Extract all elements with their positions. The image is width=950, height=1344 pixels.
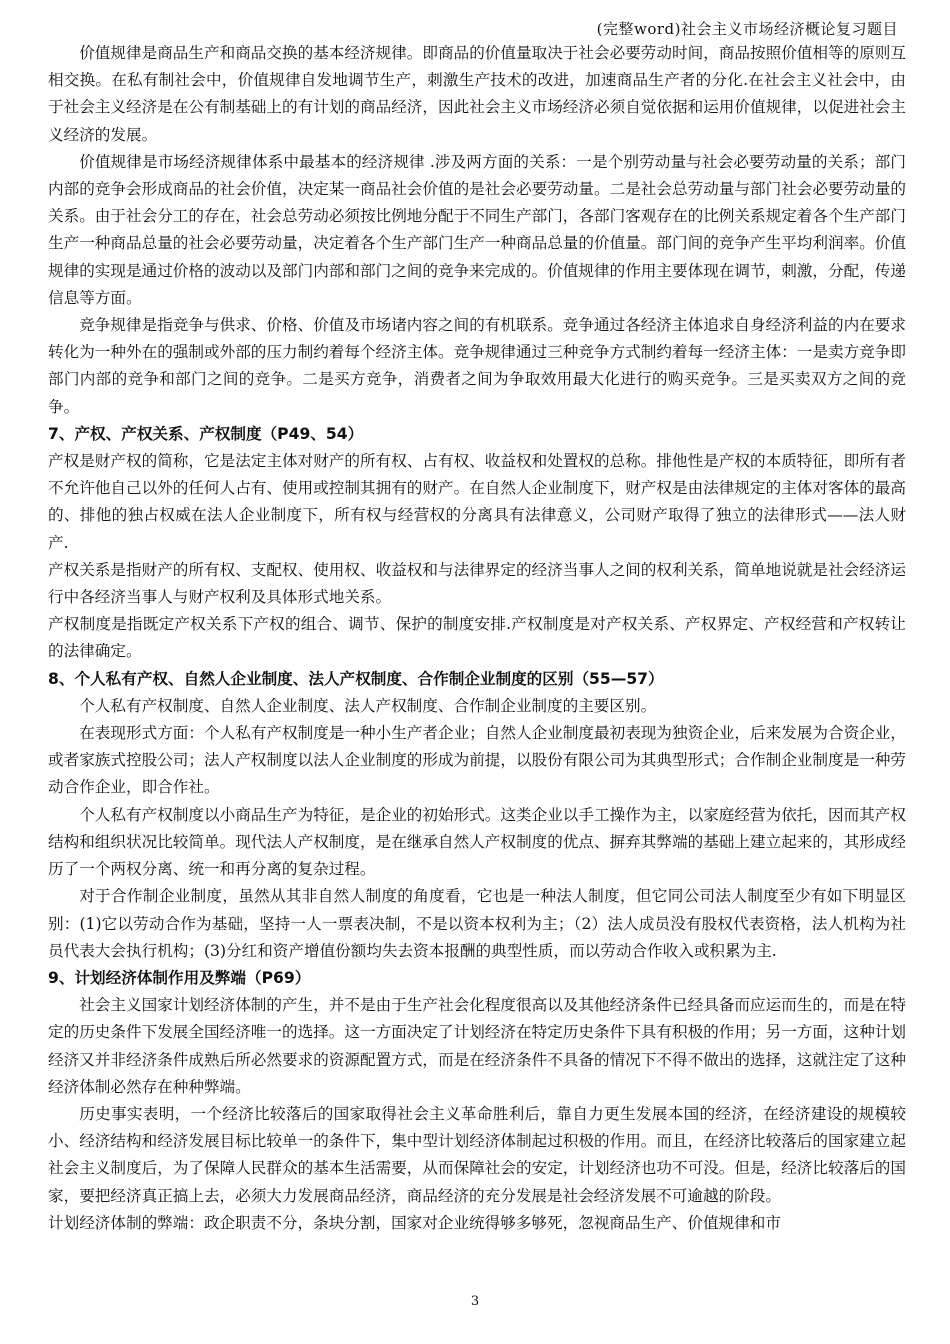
- paragraph-value-law: 价值规律是商品生产和商品交换的基本经济规律。即商品的价值量取决于社会必要劳动时间，商品按照价值相等的原则互相交换。在私有制社会中，价值规律自发地调节生产，刺激生产技术的改进，加速商品生产者的分化.在社会主义社会中，由于社会主义经济是在公有制基础上的有计划的商品经济，因此社会主义市场经济必须自觉依据和运用价值规律，以促进社会主义经济的发展。: [48, 44, 906, 144]
- section-heading-8: 8、个人私有产权、自然人企业制度、法人产权制度、合作制企业制度的区别（55—57）: [48, 669, 664, 688]
- document-header: (完整word)社会主义市场经济概论复习题目: [596, 20, 898, 38]
- paragraph-planned-economy-history: 历史事实表明，一个经济比较落后的国家取得社会主义革命胜利后，靠自力更生发展本国的经济，在经济建设的规模较小、经济结构和经济发展目标比较单一的条件下，集中型计划经济体制起过积极的作用。而且，在经济比较落后的国家建立起社会主义制度后，为了保障人民群众的基本生活需要，从而保障社会的安定，计划经济也功不可没。但是，经济比较落后的国家，要把经济真正搞上去，必须大力发展商品经济，商品经济的充分发展是社会经济发展不可逾越的阶段。: [48, 1104, 906, 1205]
- paragraph-property-right: 产权是财产权的简称，它是法定主体对财产的所有权、占有权、收益权和处置权的总称。排他性是产权的本质特征，即所有者不允许他自己以外的任何人占有、使用或控制其拥有的财产。在自然人企业制度下，财产权是由法律规定的主体对客体的最高的、排他的独占权威在法人企业制度下，所有权与经营权的分离具有法律意义，公司财产取得了独立的法律形式——法人财产.: [48, 452, 906, 552]
- paragraph-property-system: 产权制度是指既定产权关系下产权的组合、调节、保护的制度安排.产权制度是对产权关系、产权界定、产权经营和产权转让的法律确定。: [48, 615, 906, 661]
- section-heading-9: 9、计划经济体制作用及弊端（P69）: [48, 968, 311, 987]
- paragraph-competition-law: 竞争规律是指竞争与供求、价格、价值及市场诸内容之间的有机联系。竞争通过各经济主体追求自身经济利益的内在要求转化为一种外在的强制或外部的压力制约着每个经济主体。竞争规律通过三种竞争方式制约着每一经济主体：一是卖方竞争即部门内部的竞争和部门之间的竞争。二是买方竞争，消费者之间为争取效用最大化进行的购买竞争。三是买卖双方之间的竞争。: [48, 316, 906, 416]
- paragraph-cooperative: 对于合作制企业制度，虽然从其非自然人制度的角度看，它也是一种法人制度，但它同公司法人制度至少有如下明显区别：(1)它以劳动合作为基础，坚持一人一票表决制，不是以资本权利为主；（2）法人成员没有股权代表资格，法人机构为社员代表大会执行机构；(3)分红和资产增值份额均失去资本报酬的典型性质，而以劳动合作收入或积累为主.: [48, 887, 906, 960]
- paragraph-differences-intro: 个人私有产权制度、自然人企业制度、法人产权制度、合作制企业制度的主要区别。: [79, 696, 657, 715]
- paragraph-private-property: 个人私有产权制度以小商品生产为特征，是企业的初始形式。这类企业以手工操作为主，以家庭经营为依托，因而其产权结构和组织状况比较简单。现代法人产权制度，是在继承自然人产权制度的优点、摒弃其弊端的基础上建立起来的，其形成经历了一个两权分离、统一和再分离的复杂过程。: [48, 805, 906, 879]
- section-heading-7: 7、产权、产权关系、产权制度（P49、54）: [48, 424, 364, 443]
- paragraph-property-relation: 产权关系是指财产的所有权、支配权、使用权、收益权和与法律界定的经济当事人之间的权利关系，简单地说就是社会经济运行中各经济当事人与财产权利及具体形式地关系。: [48, 560, 906, 607]
- paragraph-value-law-system: 价值规律是市场经济规律体系中最基本的经济规律 .涉及两方面的关系：一是个别劳动量与社会必要劳动量的关系；部门内部的竞争会形成商品的社会价值，决定某一商品社会价值的是社会必要劳动量。二是社会总劳动量与部门社会必要劳动量的关系。由于社会分工的存在，社会总劳动必须按比例地分配于不同生产部门，各部门客观存在的比例关系规定着各个生产部门生产一种商品总量的社会必要劳动量，决定着各个生产部门生产一种商品总量的价值量。部门间的竞争产生平均利润率。价值规律的实现是通过价格的波动以及部门内部和部门之间的竞争来完成的。价值规律的作用主要体现在调节，刺激，分配，传递信息等方面。: [48, 152, 906, 307]
- paragraph-planned-economy-drawbacks: 计划经济体制的弊端：政企职责不分，条块分割，国家对企业统得够多够死，忽视商品生产、价值规律和市: [48, 1213, 781, 1232]
- document-body: [48, 40, 906, 1237]
- paragraph-forms: 在表现形式方面：个人私有产权制度是一种小生产者企业；自然人企业制度最初表现为独资企业，后来发展为合资企业，或者家族式控股公司；法人产权制度以法人企业制度的形成为前提，以股份有限公司为其典型形式；合作制企业制度是一种劳动合作企业，即合作社。: [48, 724, 906, 797]
- paragraph-planned-economy-origin: 社会主义国家计划经济体制的产生，并不是由于生产社会化程度很高以及其他经济条件已经具备而应运而生的，而是在特定的历史条件下发展全国经济唯一的选择。这一方面决定了计划经济在特定历史条件下具有积极的作用；另一方面，这种计划经济又并非经济条件成熟后所必然要求的资源配置方式，而是在经济条件不具备的情况下不得不做出的选择，这就注定了这种经济体制必然存在种种弊端。: [48, 996, 906, 1096]
- page-number: 3: [470, 1294, 480, 1309]
